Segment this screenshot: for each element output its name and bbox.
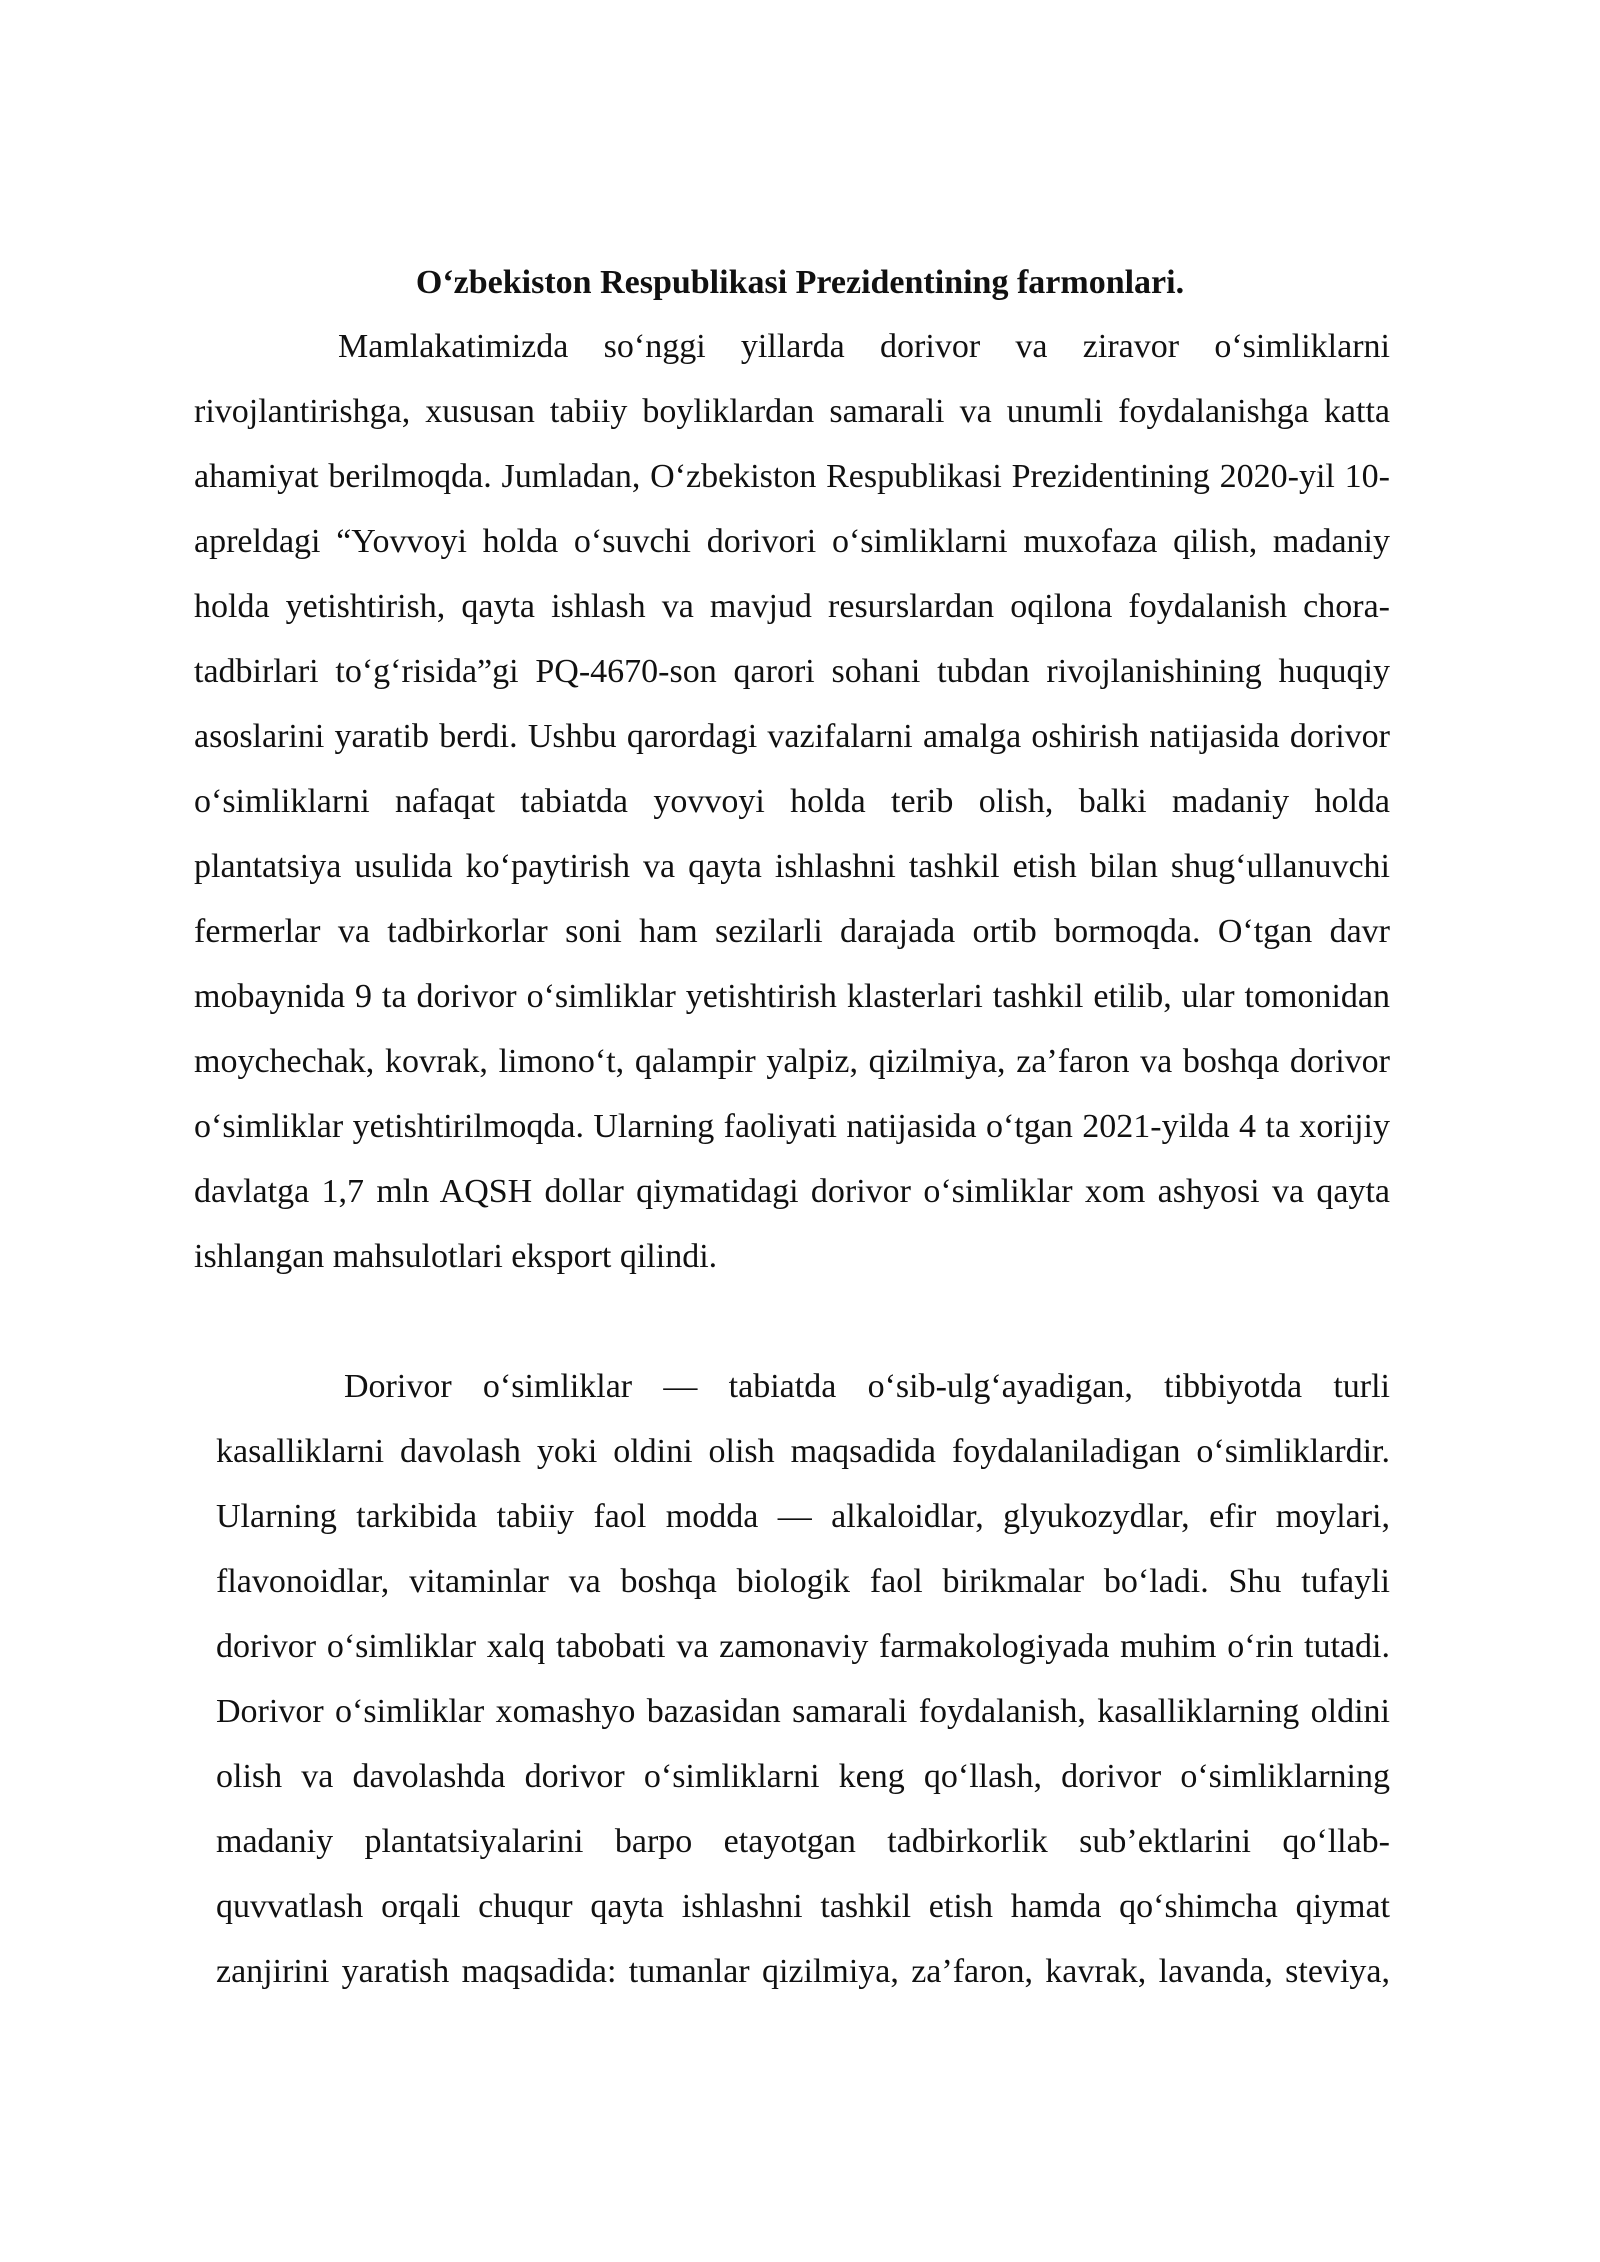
- paragraph-2: Dorivor o‘simliklar — tabiatda o‘sib-ulg‘ayadigan, tibbiyotda turli kasalliklarni davolash yoki oldini olish maqsadida foydalaniladigan o‘simliklardir. Ularning tarkibida tabiiy faol modda — alkaloidlar, glyukozydlar, efir moylari, flavonoidlar, vitaminlar va boshqa biologik faol birikmalar bo‘ladi. Shu tufayli dorivor o‘simliklar xalq tabobati va zamonaviy farmakologiyada muhim o‘rin tutadi. Dorivor o‘simliklar xomashyo bazasidan samarali foydalanish, kasalliklarning oldini olish va davolashda dorivor o‘simliklarni keng qo‘llash, dorivor o‘simliklarning madaniy plantatsiyalarini barpo etayotgan tadbirkorlik sub’ektlarini qo‘llab-quvvatlash orqali chuqur qayta ishlashni tashkil etish hamda qo‘shimcha qiymat zanjirini yaratish maqsadida: tumanlar qizilmiya, za’faron, kavrak, lavanda, steviya,: [216, 1368, 1390, 1990]
- document-title: O‘zbekiston Respublikasi Prezidentining farmonlari.: [415, 264, 1185, 301]
- paragraph-1: Mamlakatimizda so‘nggi yillarda dorivor va ziravor o‘simliklarni rivojlantirishga, xususan tabiiy boyliklardan samarali va unumli foydalanishga katta ahamiyat berilmoqda. Jumladan, O‘zbekiston Respublikasi Prezidentining 2020-yil 10-apreldagi “Yovvoyi holda o‘suvchi dorivori o‘simliklarni muxofaza qilish, madaniy holda yetishtirish, qayta ishlash va mavjud resurslardan oqilona foydalanish chora-tadbirlari to‘g‘risida”gi PQ-4670-son qarori sohani tubdan rivojlanishining huquqiy asoslarini yaratib berdi. Ushbu qarordagi vazifalarni amalga oshirish natijasida dorivor o‘simliklarni nafaqat tabiatda yovvoyi holda terib olish, balki madaniy holda plantatsiya usulida ko‘paytirish va qayta ishlashni tashkil etish bilan shug‘ullanuvchi fermerlar va tadbirkorlar soni ham sezilarli darajada ortib bormoqda. O‘tgan davr mobaynida 9 ta dorivor o‘simliklar yetishtirish klasterlari tashkil etilib, ular tomonidan moychechak, kovrak, limono‘t, qalampir yalpiz, qizilmiya, za’faron va boshqa dorivor o‘simliklar yetishtirilmoqda. Ularning faoliyati natijasida o‘tgan 2021-yilda 4 ta xorijiy davlatga 1,7 mln AQSH dollar qiymatidagi dorivor o‘simliklar xom ashyosi va qayta ishlangan mahsulotlari eksport qilindi.: [194, 328, 1390, 1275]
